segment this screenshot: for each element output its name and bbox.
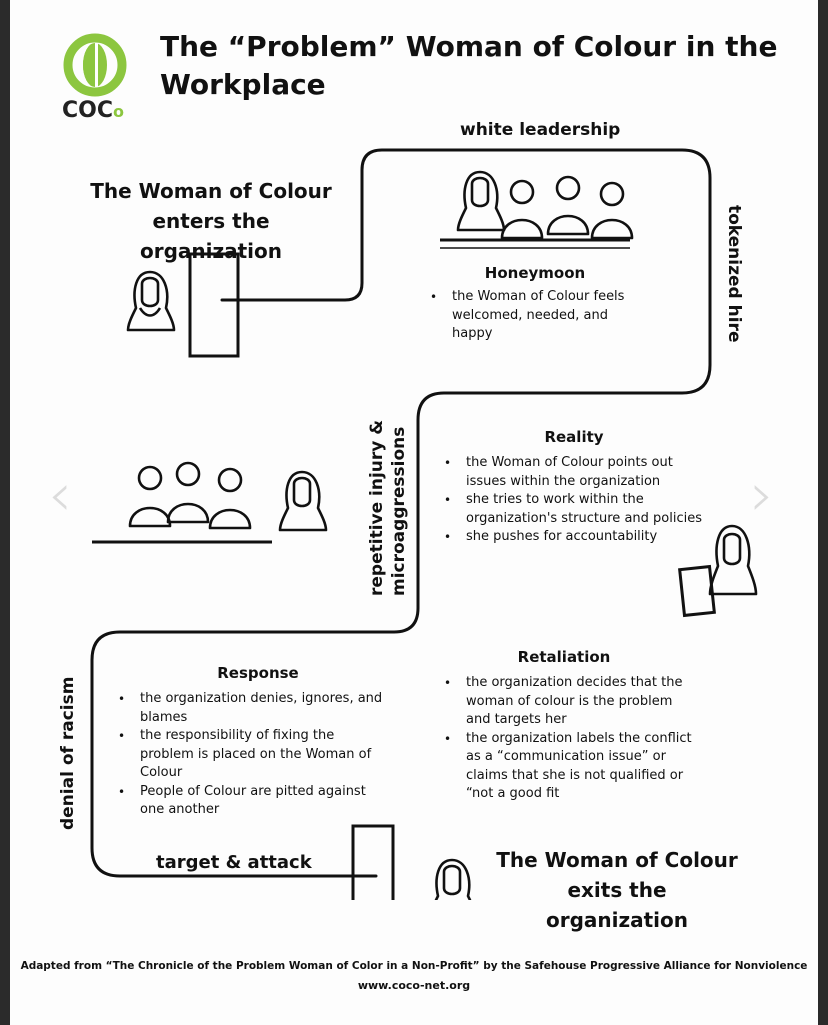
woman-hijab-icon — [280, 472, 326, 530]
section-title: Reality — [544, 428, 604, 446]
woman-hijab-icon — [430, 860, 476, 900]
list-item: • the Woman of Colour feels welcomed, needed, and happy — [452, 288, 642, 344]
enter-heading: The Woman of Colour enters the organization — [90, 179, 332, 263]
infographic-page — [10, 0, 818, 1025]
prev-arrow-icon[interactable]: ‹ — [48, 460, 72, 530]
section-title: Honeymoon — [484, 264, 586, 282]
label-target-attack: target & attack — [156, 852, 312, 873]
list-item: • People of Colour are pitted against one another — [140, 783, 390, 820]
section-title: Response — [217, 664, 299, 682]
page-title: The “Problem” Woman of Colour in the Workplace — [160, 30, 778, 101]
section-response — [118, 664, 398, 820]
group-of-people-icon — [502, 177, 632, 238]
label-tokenized-hire: tokenized hire — [724, 205, 744, 343]
list-item: • the Woman of Colour points out issues within the organization — [466, 454, 702, 491]
list-item: • the organization decides that the woman of colour is the problem and targets her — [466, 674, 696, 730]
list-item: • she pushes for accountability — [466, 528, 702, 547]
label-denial-of-racism: denial of racism — [58, 676, 78, 830]
list-item: • the organization labels the conflict as a “communication issue” or claims that she is not qualified or “not a good fit — [466, 730, 696, 804]
footer-credit: Adapted from “The Chronicle of the Problem Woman of Color in a Non-Profit” by the Safehouse Progressive Alliance for Nonviolence — [20, 960, 808, 972]
next-arrow-icon[interactable]: › — [750, 460, 774, 530]
section-reality — [444, 428, 704, 547]
door-icon — [190, 254, 238, 356]
list-item: • she tries to work within the organization's structure and policies — [466, 491, 702, 528]
label-white-leadership: white leadership — [460, 120, 621, 140]
list-item: • the responsibility of fixing the problem is placed on the Woman of Colour — [140, 727, 390, 783]
woman-hijab-icon — [710, 526, 756, 594]
door-icon — [353, 826, 393, 900]
footer-url[interactable]: www.coco-net.org — [357, 979, 471, 992]
section-honeymoon — [430, 264, 670, 344]
label-repetitive-injury: repetitive injury & microaggressions — [367, 419, 409, 596]
exit-heading: The Woman of Colour exits the organization — [496, 848, 738, 932]
list-item: • the organization denies, ignores, and blames — [140, 690, 390, 727]
logo-text: COCo — [62, 98, 124, 123]
section-retaliation — [444, 648, 714, 804]
woman-hijab-icon — [128, 272, 174, 330]
group-of-people-icon — [130, 463, 250, 528]
woman-hijab-icon — [458, 172, 504, 230]
section-title: Retaliation — [517, 648, 611, 666]
